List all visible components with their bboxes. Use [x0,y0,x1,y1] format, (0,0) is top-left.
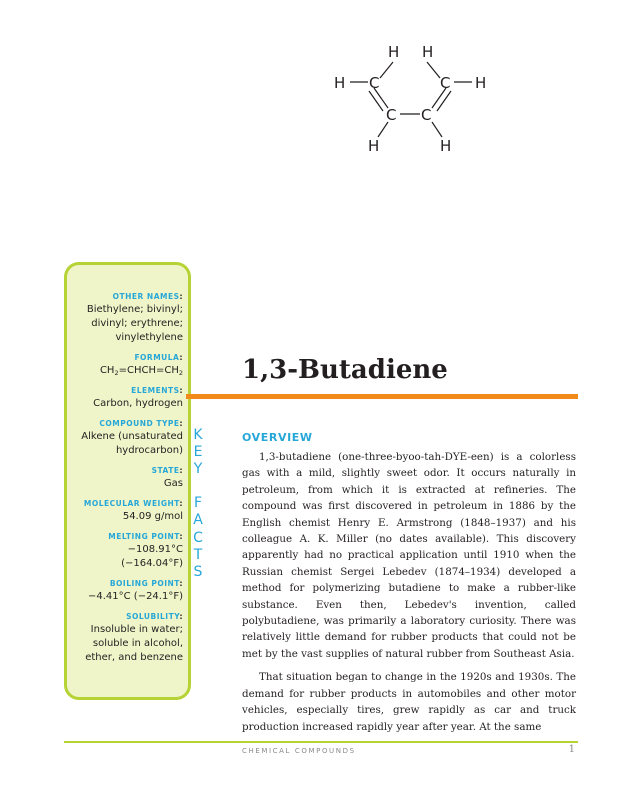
bond-c1-c2-second [369,91,383,111]
fact-label-boiling-point: BOILING POINT: [109,579,183,588]
bond-c3-c4-second [437,91,451,111]
fact-label-compound-type: COMPOUND TYPE: [99,419,183,428]
footer-rule [64,741,578,743]
atom-c3: C [421,106,432,124]
atom-c2: C [386,106,397,124]
atom-c1: C [369,74,380,92]
bond-h-c4-top [427,62,440,78]
fact-value-compound-type: Alkene (unsaturated hydrocarbon) [81,431,183,456]
atom-c4: C [440,74,451,92]
paragraph: 1,3-butadiene (one-three-byoo-tah-DYE-een) is a colorless gas with a mild, slightly sweet odor. It occurs naturally in petroleum, from which it is extracted at refineries. The compound was first discovered in petroleum in 1886 by the English chemist Henry E. Armstrong (1848–1937) and his colleague A. K. Miller (no dates available). This discovery apparently had no practical application until 1910 when the Russian chemist Sergei Lebedev (1874–1934) developed a method for polymerizing butadiene to make a rubber-like substance. Even then, Lebedev's invention, called polybutadiene, was primarily a laboratory curiosity. There was relatively little demand for rubber products that could not be met by the vast supplies of natural rubber from Southeast Asia. [242,451,576,660]
body-text [242,449,576,742]
formula-text: $CH_2=CHCH=CH_2$ [99,365,183,377]
paragraph: That situation began to change in the 1920s and 1930s. The demand for rubber products in automobiles and other motor vehicles, especially tires, grew rapidly as car and truck production increased rapidly year after year. At the same [242,671,576,733]
fact-label-solubility: SOLUBILITY: [126,612,183,621]
fact-label-formula: FORMULA: [134,353,183,362]
atom-h-bottom-right: H [440,137,452,155]
fact-label-other-names: OTHER NAMES: [112,292,183,301]
atom-h-left: H [334,74,346,92]
fact-label-state: STATE: [151,466,183,475]
section-heading: OVERVIEW [242,431,313,444]
running-footer: CHEMICAL COMPOUNDS [242,747,356,755]
bond-h-c1-top [380,62,393,78]
key-facts-list [67,291,183,672]
atom-h-right: H [475,74,487,92]
fact-label-melting-point: MELTING POINT: [108,532,183,541]
butadiene-structure-diagram [330,38,490,158]
fact-value-state: Gas [163,478,183,489]
key-facts-vertical-title: K E Y F A C T S [193,427,203,580]
page-number: 1 [568,744,575,755]
key-facts-box [64,262,191,700]
page-title: 1,3-Butadiene [242,355,448,385]
bond-c3-h-bottom [432,122,442,137]
atom-h-top-right: H [422,43,434,61]
fact-value-elements: Carbon, hydrogen [93,398,183,409]
atom-h-top-left: H [388,43,400,61]
fact-label-molecular-weight: MOLECULAR WEIGHT: [83,499,183,508]
fact-value-other-names: Biethylene; bivinyl; divinyl; erythrene; vinylethylene [86,304,183,343]
fact-value-solubility: Insoluble in water; soluble in alcohol, ether, and benzene [85,624,183,663]
atom-h-bottom-left: H [368,137,380,155]
fact-value-formula [67,364,183,378]
title-rule [186,394,578,399]
fact-value-melting-point: −108.91°C (−164.04°F) [121,544,183,569]
structural-formula-svg [330,38,490,158]
fact-value-boiling-point: −4.41°C (−24.1°F) [87,591,183,602]
fact-value-molecular-weight: 54.09 g/mol [122,511,183,522]
fact-label-elements: ELEMENTS: [131,386,183,395]
bond-c2-h-bottom [378,122,388,137]
